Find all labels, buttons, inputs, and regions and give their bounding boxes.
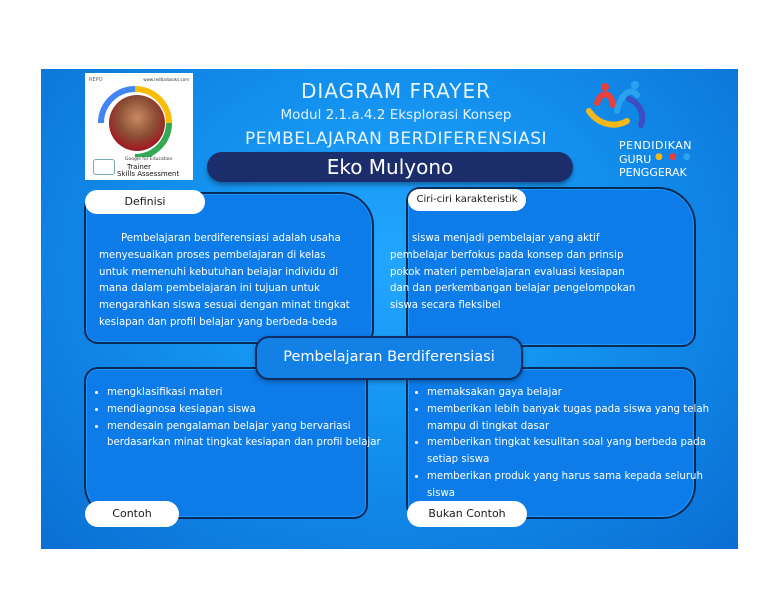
profile-card	[85, 73, 193, 180]
definisi-line: mana dalam pembelajaran ini tujuan untuk	[99, 283, 321, 295]
bukan-contoh-label: Bukan Contoh	[407, 501, 527, 527]
list-item: • mendesain pengalaman belajar yang bervariasi berdasarkan minat tingkat kesiapan dan profil belajar	[107, 419, 397, 453]
contoh-label: Contoh	[85, 501, 179, 527]
author-name: Eko Mulyono	[326, 155, 454, 179]
badge-line2: Skills Assessment	[117, 170, 180, 178]
list-item: • memberikan produk yang harus sama kepada seluruh siswa	[427, 469, 727, 503]
repo-logo: REPO	[89, 77, 103, 83]
definisi-line: kesiapan dan profil belajar yang berbeda-beda	[99, 316, 338, 328]
profile-photo	[109, 95, 165, 151]
ciri-line: siswa secara fleksibel	[390, 300, 501, 312]
definisi-line: untuk memenuhi kebutuhan belajar individu di	[99, 266, 339, 278]
trainer-badge	[93, 157, 185, 177]
ciri-line: dan dan perkembangan belajar pengelompokan	[390, 283, 636, 295]
logo-line2: GURU	[619, 153, 652, 166]
list-item: • mengklasifikasi materi	[107, 385, 397, 402]
ciri-text	[390, 231, 680, 315]
center-concept-label: Pembelajaran Berdiferensiasi	[255, 336, 523, 380]
contoh-list	[85, 385, 397, 452]
author-name-bar	[207, 152, 573, 182]
logo-line1: PENDIDIKAN	[619, 139, 693, 152]
definisi-label: Definisi	[85, 190, 205, 214]
figures-logo-icon	[583, 81, 663, 141]
logo-dots: ●●●	[655, 152, 697, 162]
frayer-poster	[41, 69, 738, 549]
guru-penggerak-logo	[577, 81, 717, 181]
definisi-line: mengarahkan siswa sesuai dengan minat tingkat	[99, 300, 350, 312]
list-item: • memberikan lebih banyak tugas pada siswa yang telah mampu di tingkat dasar	[427, 402, 727, 436]
ciri-line: pokok materi pembelajaran evaluasi kesiapan	[390, 266, 625, 278]
badge-emblem-icon	[93, 159, 115, 175]
definisi-text	[99, 231, 361, 332]
definisi-line: Pembelajaran berdiferensiasi adalah usaha	[121, 233, 341, 244]
module-subtitle: Modul 2.1.a.4.2 Eksplorasi Konsep	[280, 107, 512, 123]
ciri-label: Ciri-ciri karakteristik	[408, 189, 526, 211]
badge-line1: Trainer	[127, 163, 151, 171]
definisi-line: menyesuaikan proses pembelajaran di kelas	[99, 249, 326, 261]
topic-title: PEMBELAJARAN BERDIFERENSIASI	[244, 129, 548, 149]
badge-brand: Google for Education	[125, 157, 173, 162]
list-item: • memberikan tingkat kesulitan soal yang berbeda pada setiap siswa	[427, 435, 727, 469]
logo-line3: PENGGERAK	[619, 166, 687, 179]
ciri-line: pembelajar berfokus pada konsep dan prinsip	[390, 249, 624, 261]
bukan-contoh-list	[405, 385, 727, 503]
ciri-line: siswa menjadi pembelajar yang aktif	[412, 233, 600, 244]
list-item: • memaksakan gaya belajar	[427, 385, 727, 402]
website-url: www.redtiarbooks.com	[143, 77, 189, 82]
page-title: DIAGRAM FRAYER	[301, 79, 491, 103]
list-item: • mendiagnosa kesiapan siswa	[107, 402, 397, 419]
